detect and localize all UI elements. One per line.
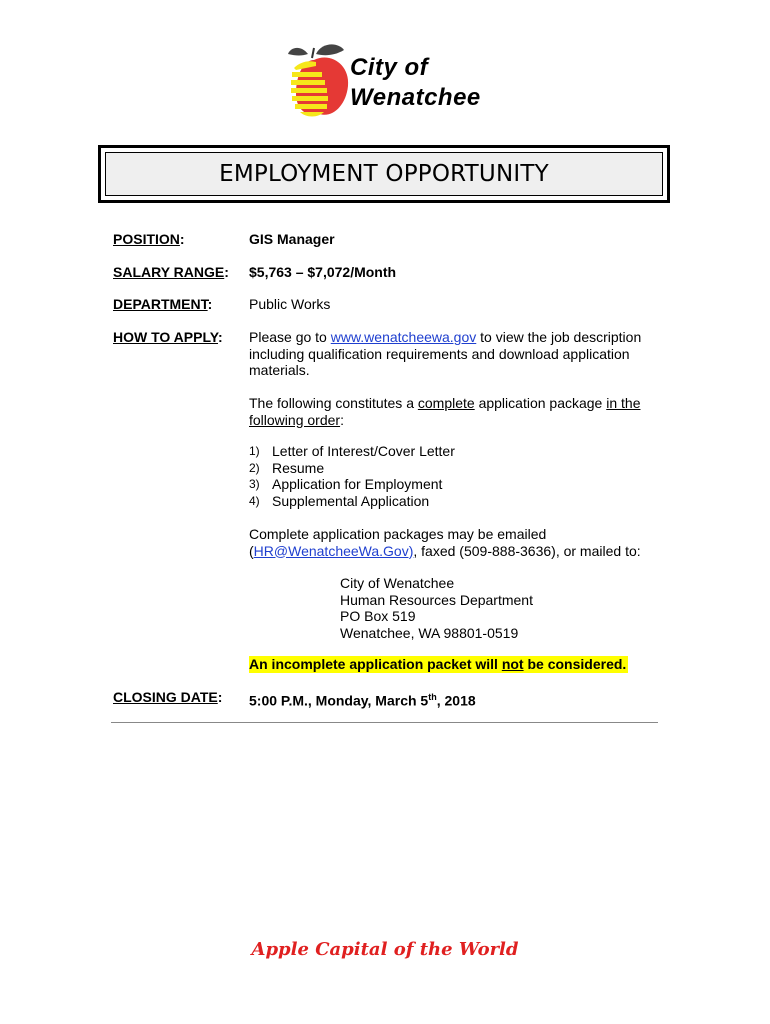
logo-text-wenatchee: Wenatchee [350, 84, 481, 111]
position-label: POSITION: [113, 231, 185, 247]
email-link[interactable]: HR@WenatcheeWa.Gov) [253, 542, 414, 559]
position-value: GIS Manager [249, 231, 335, 247]
how-to-apply-label: HOW TO APPLY: [113, 329, 223, 345]
how-to-apply-intro: Please go to www.wenatcheewa.gov to view the job description including qualification requirements and download application materials. [249, 329, 642, 378]
salary-value: $5,763 – $7,072/Month [249, 264, 397, 280]
department-value: Public Works [249, 296, 331, 312]
apple-icon [286, 40, 354, 120]
salary-label: SALARY RANGE: [113, 264, 229, 280]
mailing-address: City of Wenatchee Human Resources Department PO Box 519 Wenatchee, WA 98801-0519 [340, 575, 533, 641]
footer-tagline: Apple Capital of the World [251, 939, 519, 960]
closing-date-value: 5:00 P.M., Monday, March 5th, 2018 [249, 692, 476, 709]
city-logo [286, 40, 486, 120]
submission-instructions: Complete application packages may be emailed (HR@WenatcheeWa.Gov), faxed (509-888-3636), or mailed to: [249, 526, 641, 559]
department-label: DEPARTMENT: [113, 296, 213, 312]
title-banner [98, 145, 670, 203]
divider [111, 722, 658, 723]
application-items-list [249, 443, 455, 509]
website-link[interactable]: www.wenatcheewa.gov [330, 329, 477, 345]
list-item: 1) Letter of Interest/Cover Letter [249, 443, 455, 459]
list-item: 4) Supplemental Application [249, 492, 430, 509]
package-order-text: The following constitutes a complete application package in the following order: [249, 395, 641, 428]
list-item: 2) Resume [249, 459, 325, 476]
closing-date-label: CLOSING DATE: [113, 689, 223, 705]
logo-text-city-of: City of [350, 54, 429, 81]
page-title: EMPLOYMENT OPPORTUNITY [219, 161, 549, 187]
list-item: 3) Application for Employment [249, 476, 443, 492]
incomplete-warning: An incomplete application packet will not be considered. [249, 656, 627, 672]
